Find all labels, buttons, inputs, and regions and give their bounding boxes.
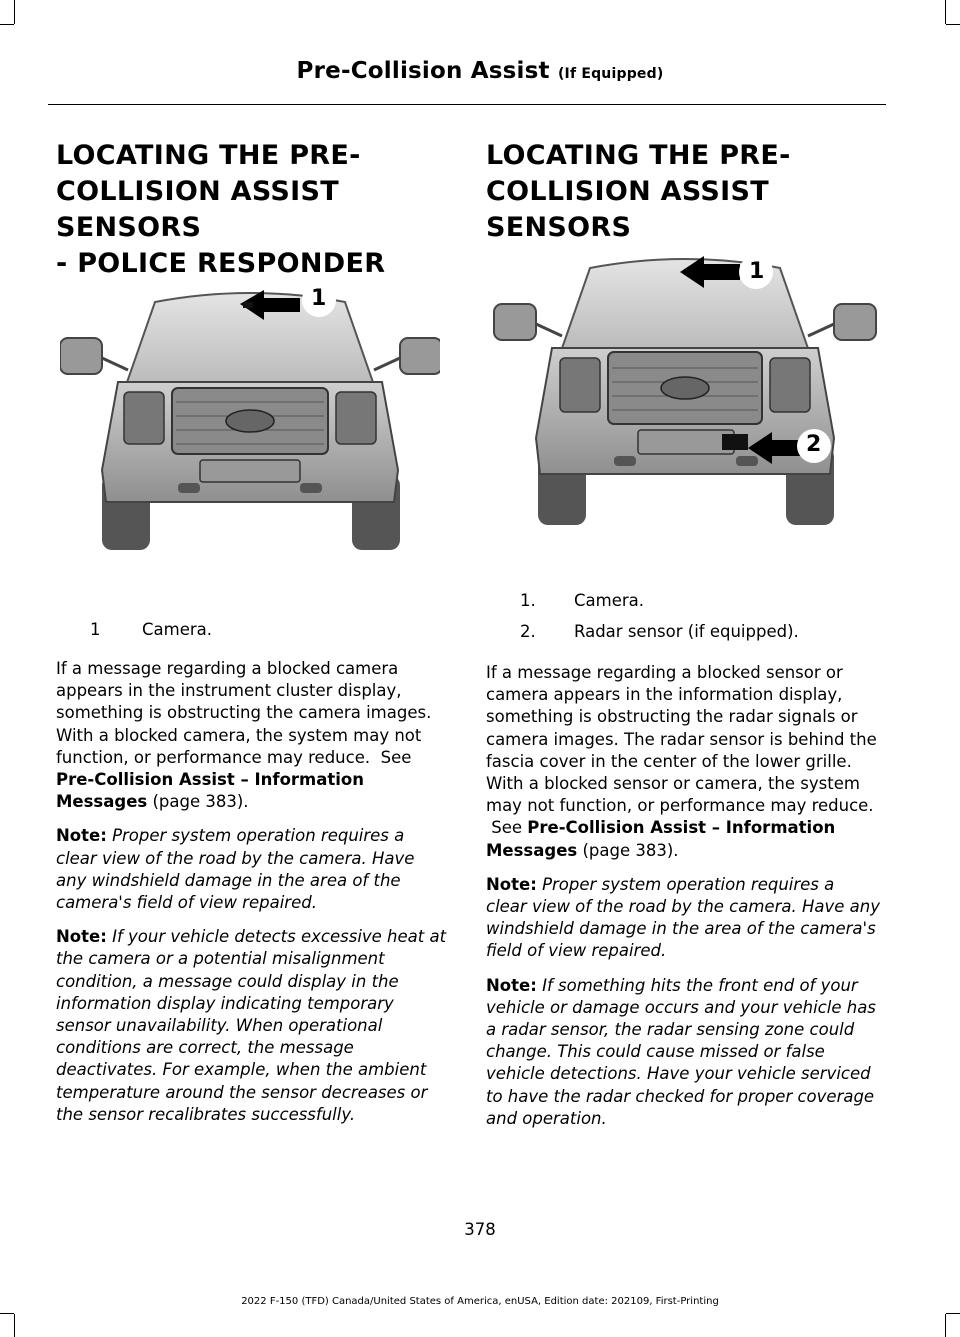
crop-mark <box>0 1313 14 1314</box>
left-section-heading <box>56 138 448 282</box>
crop-mark <box>945 0 946 24</box>
truck-illustration-standard <box>490 242 880 526</box>
list-item <box>90 620 430 651</box>
cross-reference-link[interactable]: Pre-Collision Assist – Information Messages <box>56 770 364 812</box>
legend-text: Camera. <box>574 591 644 610</box>
truck-illustration-police <box>60 270 440 552</box>
right-section-heading <box>486 138 878 246</box>
page-number: 378 <box>464 1220 496 1239</box>
right-body <box>486 662 880 1142</box>
right-note-2: Note: If something hits the front end of your vehicle or damage occurs and your vehicle has a radar sensor, the radar sensing zone could change. This could cause missed or false vehicle detections. Have your vehicle serviced to have the radar checked for proper coverage and operation. <box>486 975 876 1128</box>
legend-text: Radar sensor (if equipped). <box>574 622 799 641</box>
right-heading: LOCATING THE PRE- COLLISION ASSIST SENSORS <box>486 140 791 243</box>
crop-mark <box>0 24 14 25</box>
callout-number-2: 2 <box>806 432 822 457</box>
footer-edition-info: 2022 F-150 (TFD) Canada/United States of America, enUSA, Edition date: 202109, First-Printing <box>241 1296 719 1307</box>
right-note-1: Note: Proper system operation requires a clear view of the road by the camera. Have any windshield damage in the area of the camera's field of view repaired. <box>486 874 880 961</box>
left-note-1: Note: Proper system operation requires a clear view of the road by the camera. Have any windshield damage in the area of the camera's field of view repaired. <box>56 826 415 913</box>
list-item <box>520 622 880 653</box>
list-item <box>520 591 880 622</box>
header-subtitle: (If Equipped) <box>557 66 664 82</box>
crop-mark <box>946 24 960 25</box>
page-header <box>0 58 960 84</box>
crop-mark <box>14 1314 15 1337</box>
header-title: Pre-Collision Assist <box>296 58 550 84</box>
right-legend <box>520 591 880 653</box>
crop-mark <box>946 1313 960 1314</box>
left-note-2: Note: If your vehicle detects excessive heat at the camera or a potential misalignment condition, a message could display in the information display indicating temporary sensor unavailability. When operational conditions are correct, the message deactivates. For example, when the ambient temperature around the sensor decreases or the sensor recalibrates successfully. <box>56 927 447 1124</box>
legend-number: 2. <box>520 622 536 641</box>
left-heading: LOCATING THE PRE- COLLISION ASSIST SENSORS - POLICE RESPONDER <box>56 140 386 279</box>
legend-number: 1 <box>90 620 101 639</box>
cross-reference-link[interactable]: Pre-Collision Assist – Information Messages <box>486 818 836 860</box>
legend-text: Camera. <box>142 620 212 639</box>
left-legend <box>90 620 430 651</box>
callout-number-1: 1 <box>749 259 765 284</box>
callout-number-1: 1 <box>311 286 327 311</box>
legend-number: 1. <box>520 591 536 610</box>
left-body <box>56 658 448 1138</box>
left-paragraph: If a message regarding a blocked camera appears in the instrument cluster display, something is obstructing the camera images. With a blocked camera, the system may not function, or performance may reduce. See Pre-Collision Assist – Information Messages (page 383). <box>56 659 432 812</box>
right-paragraph: If a message regarding a blocked sensor or camera appears in the information display, something is obstructing the radar signals or camera images. The radar sensor is behind the fascia cover in the center of the lower grille. With a blocked sensor or camera, the system may not function, or performance may reduce. See Pre-Collision Assist – Information Messages (page 383). <box>486 663 877 860</box>
header-divider <box>48 104 886 105</box>
crop-mark <box>945 1314 946 1337</box>
crop-mark <box>14 0 15 24</box>
